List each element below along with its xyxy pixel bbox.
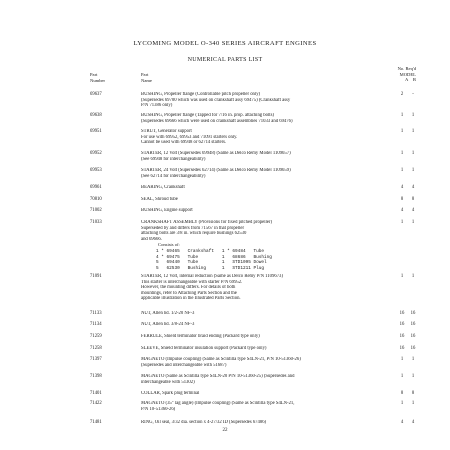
description-line: STARTER, 24 Volt (Supersedes 62714) (Same as Delco Remy Model 1109659) (141, 168, 291, 173)
consists-of-line: 5 62530 Bushing 1 STD1211 Plug (156, 265, 265, 271)
quantity-model-a: 8 (400, 197, 404, 202)
part-description (141, 401, 391, 412)
quantity-model-b: 8 (411, 391, 415, 396)
description-line: P/N 10-51360-26) (141, 406, 176, 412)
description-line: BEARING, Crankshaft (141, 185, 185, 190)
description-line: (See 62714 for interchangeability) (141, 173, 206, 179)
part-number: 71422 (90, 401, 102, 406)
part-number: 71259 (90, 334, 102, 339)
quantity-model-b: - (412, 92, 414, 97)
description-line: STARTER, 12 Volt, internal reduction (Same as Delco Remy P/N 1109673) (141, 274, 283, 279)
header-name-label: Name (141, 77, 152, 83)
header-qty-label: No. Req'd (397, 66, 416, 71)
description-line: Cannot be used with 69948 or 62714 starters. (141, 140, 227, 145)
description-line: interchangeable with 51302) (141, 379, 195, 385)
consists-of-line: 1 * 69465 Crankshaft 1 * 69484 Tube (156, 249, 265, 254)
quantity-model-b: 1 (411, 129, 415, 134)
quantity-model-a: 4 (400, 185, 404, 190)
header-number-label: Number (90, 77, 106, 83)
header-model-a: A (405, 77, 409, 83)
quantity-model-b: 1 (411, 168, 415, 173)
part-number: 71397 (90, 357, 102, 362)
quantity-model-a: 16 (399, 346, 405, 351)
description-line: However, the mounting differs. For details of both (141, 285, 236, 290)
part-number: 71091 (90, 274, 102, 279)
part-number: 69952 (90, 151, 102, 156)
quantity-model-b: 1 (411, 401, 415, 406)
description-line: BUSHING, Engine support (141, 208, 193, 213)
part-number: 71133 (90, 311, 102, 316)
quantity-model-a: 1 (400, 220, 404, 225)
quantity-model-a: 16 (399, 311, 405, 316)
consists-of-line: 4 * 69475 Tube 1 68686 Bushing (156, 254, 272, 260)
part-number: 69951 (90, 129, 102, 134)
part-description (141, 151, 391, 162)
quantity-model-a: 1 (400, 113, 404, 118)
part-description (141, 197, 391, 203)
description-line: COLLAR, Spark plug terminal (141, 391, 200, 396)
part-description (141, 208, 391, 214)
quantity-model-b: 16 (410, 346, 416, 351)
quantity-model-a: 8 (400, 391, 404, 396)
description-line: STARTER, 12 Volt (Supersedes 69948) (Same as Delco Remy Model 1109657) (141, 151, 291, 156)
quantity-model-b: 4 (411, 185, 415, 190)
consists-of-label: Consists of: (158, 242, 180, 247)
quantity-model-b: 1 (411, 113, 415, 118)
quantity-model-b: 1 (411, 374, 415, 379)
quantity-model-a: 1 (400, 401, 404, 406)
column-header-part-name (141, 72, 152, 83)
part-description (141, 420, 391, 426)
description-line: (Supersedes 69666 which were used on crankshaft assemblies 71033 and 69476) (141, 118, 293, 124)
quantity-model-b: 16 (410, 322, 416, 327)
quantity-model-b: 1 (411, 220, 415, 225)
description-line: applicable illustration in the Illustrated Parts Section. (141, 296, 241, 301)
quantity-model-b: 1 (411, 151, 415, 156)
part-description (141, 92, 391, 109)
part-number: 71398 (90, 374, 102, 379)
quantity-model-a: 1 (400, 357, 404, 362)
quantity-model-b: 1 (411, 357, 415, 362)
description-line: BUSHING, Propeller flange (Tapped for 7/16 in. prop. attaching bolts) (141, 113, 274, 118)
description-line: (Supersedes and interchangeable with 51687) (141, 362, 227, 368)
part-description (141, 357, 391, 368)
part-description (141, 311, 391, 317)
part-number: 71134 (90, 322, 102, 327)
part-description (141, 168, 391, 179)
part-number: 69637 (90, 92, 102, 97)
description-line: STRUT, Generator support (141, 129, 192, 134)
description-line: NUT, Allen hd. 3/8-24 NF-3 (141, 322, 195, 327)
description-line: RING, Oil seal, 3/32 dia. section x 4-27/32 ID (Supersedes 67486) (141, 420, 267, 425)
quantity-model-a: 16 (399, 322, 405, 327)
description-line: MAGNETO (Impulse coupling) (Same as Scintilla type S4LN-21, P/N 10-51360-26) (141, 357, 301, 362)
part-number: 71002 (90, 208, 102, 213)
part-description (141, 322, 391, 328)
consists-of-line: 5 69440 Tube 1 STD1095 Dowel (156, 260, 267, 266)
part-description (141, 220, 391, 242)
description-line: FERRULE, Shield terminator braid ending (Packard type only) (141, 334, 260, 339)
description-line: attaching bolts are 3/8 in. which require bushings 62530 (141, 231, 247, 236)
quantity-model-b: 16 (410, 311, 416, 316)
quantity-model-a: 2 (400, 92, 404, 97)
part-description (141, 274, 391, 302)
part-number: 69953 (90, 168, 102, 173)
part-description (141, 346, 391, 352)
quantity-model-a: 4 (400, 208, 404, 213)
page-number: 22 (222, 428, 228, 433)
description-line: CRANKSHAFT ASSEMBLY (Provisions for fixed pitched propeller) (141, 220, 273, 225)
description-line: NUT, Allen hd. 1/2-20 NF-3 (141, 311, 195, 316)
header-model-b: B (412, 77, 416, 83)
quantity-model-a: 1 (400, 151, 404, 156)
quantity-model-a: 1 (400, 374, 404, 379)
part-number: 69961 (90, 185, 102, 190)
description-line: BUSHING, Propeller flange (Controllable pitch propeller only) (141, 92, 261, 97)
quantity-model-a: 1 (400, 129, 404, 134)
header-model-label: MODEL (399, 71, 416, 77)
description-line: For use with 69952, 69953 and 71091 starters only. (141, 134, 238, 140)
description-line: SEAL, Shroud tube (141, 197, 178, 202)
quantity-model-b: 4 (411, 208, 415, 213)
column-header-part-number (90, 72, 105, 83)
quantity-model-a: 16 (399, 334, 405, 339)
page-title: LYCOMING MODEL O-340 SERIES AIRCRAFT ENGINES (133, 40, 317, 47)
header-part-label: Part (90, 72, 98, 77)
quantity-model-b: 16 (410, 334, 416, 339)
quantity-model-b: 1 (411, 274, 415, 279)
description-line: and 69666. (141, 236, 162, 242)
description-line: This starter is interchangeable with starter P/N 69952. (141, 279, 243, 285)
quantity-model-a: 1 (400, 168, 404, 173)
quantity-model-a: 4 (400, 420, 404, 425)
description-line: P/N 71386 only) (141, 103, 173, 108)
part-number: 71258 (90, 346, 102, 351)
page-subtitle: NUMERICAL PARTS LIST (187, 57, 263, 63)
description-line: (Supersedes 69700 which was used on crankshaft assy 69475) (Crankshaft assy (141, 97, 291, 103)
description-line: MAGNETO (Same as Scintilla type S4LN-20 P/N 10-51360-25) (Supersedes and (141, 374, 295, 379)
part-description (141, 334, 391, 340)
part-number: 71481 (90, 420, 102, 425)
quantity-model-b: 8 (411, 197, 415, 202)
part-number: 69638 (90, 113, 102, 118)
column-header-quantity (398, 66, 416, 83)
part-number: 71401 (90, 391, 102, 396)
quantity-model-a: 1 (400, 274, 404, 279)
header-part-label-2: Part (141, 72, 149, 77)
part-description (141, 391, 391, 397)
description-line: Superseded by and differs from 71567 in that propeller (141, 225, 245, 231)
description-line: MAGNETO (35° lag angle) (Impulse coupling) (Same as Scintilla type S4LN-21, (141, 401, 295, 406)
description-line: (See 69948 for interchangeability) (141, 156, 206, 162)
description-line: SLEEVE, Shield terminator insulation support (Packard type only) (141, 346, 267, 351)
part-number: 70810 (90, 197, 102, 202)
part-description (141, 113, 391, 124)
description-line: mountings, refer to Attaching Parts Section and the (141, 290, 237, 296)
part-description (141, 129, 391, 146)
part-number: 71033 (90, 220, 102, 225)
part-description (141, 185, 391, 191)
quantity-model-b: 4 (411, 420, 415, 425)
part-description (141, 374, 391, 385)
